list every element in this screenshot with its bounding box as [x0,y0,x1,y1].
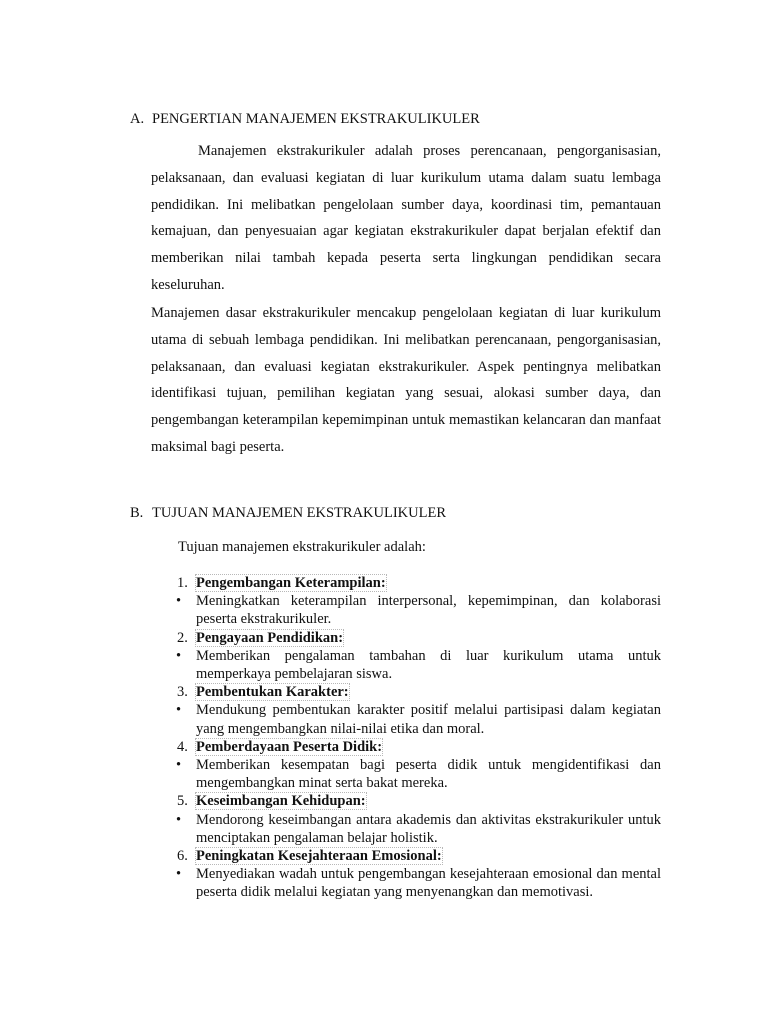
goal-bullet-text: Memberikan kesempatan bagi peserta didik untuk mengidentifikasi dan mengembangkan minat serta bakat mereka. [196,756,661,792]
goals-list [151,574,661,902]
section-a-paragraph-1: Manajemen ekstrakurikuler adalah proses perencanaan, pengorganisasian, pelaksanaan, dan evaluasi kegiatan di luar kurikulum utama dalam suatu lembaga pendidikan. Ini melibatkan pengelolaan sumber daya, koordinasi tim, pemantauan kemajuan, dan penyesuaian agar kegiatan ekstrakurikuler dapat berjalan efektif dan memberikan nilai tambah kepada peserta serta lingkungan pendidikan secara keseluruhan. [151,143,661,293]
section-a-letter: A. [130,111,145,127]
goal-title: Pengembangan Keterampilan: [196,575,386,591]
goal-title: Pemberdayaan Peserta Didik: [196,738,383,755]
bullet-dot-icon: • [176,593,182,610]
goal-bullet [151,865,661,901]
goal-bullet [151,647,661,683]
bullet-dot-icon: • [176,811,182,828]
goal-bullet-text: Memberikan pengalaman tambahan di luar kurikulum utama untuk memperkaya pembelajaran siswa. [196,647,661,682]
goal-item [151,574,661,592]
section-a-paragraph-2: Manajemen dasar ekstrakurikuler mencakup pengelolaan kegiatan di luar kurikulum utama di sebuah lembaga pendidikan. Ini melibatkan perencanaan, pengorganisasian, pelaksanaan, dan evaluasi kegiatan ekstrakurikuler. Aspek pentingnya melibatkan identifikasi tujuan, pemilihan kegiatan yang sesuai, alokasi sumber daya, dan pengembangan keterampilan kepemimpinan untuk memastikan kelancaran dan manfaat maksimal bagi peserta. [151,305,661,455]
goal-title: Peningkatan Kesejahteraan Emosional: [196,847,442,864]
section-b-title: TUJUAN MANAJEMEN EKSTRAKULIKULER [152,505,447,521]
goal-item [151,738,661,756]
bullet-dot-icon: • [176,866,182,883]
goal-item [151,683,661,701]
section-a-heading [130,110,480,128]
goal-number: 1. [177,575,188,591]
goal-title: Keseimbangan Kehidupan: [196,793,366,810]
section-a-title: PENGERTIAN MANAJEMEN EKSTRAKULIKULER [152,111,480,127]
bullet-dot-icon: • [176,647,182,664]
goal-number: 2. [177,629,188,646]
goal-number: 3. [177,684,188,701]
goal-number: 5. [177,793,188,810]
goal-bullet-text: Mendukung pembentukan karakter positif melalui partisipasi dalam kegiatan yang mengembangkan nilai-nilai etika dan moral. [196,702,661,737]
goal-bullet-text: Meningkatkan keterampilan interpersonal, kepemimpinan, dan kolaborasi peserta ekstrakurikuler. [196,593,661,628]
goal-item [151,847,661,865]
bullet-dot-icon: • [176,702,182,719]
goal-title: Pengayaan Pendidikan: [196,629,344,646]
goal-item [151,629,661,647]
goal-number: 4. [177,738,188,755]
goal-bullet [151,592,661,628]
goal-title: Pembentukan Karakter: [196,684,349,701]
goal-bullet-text: Mendorong keseimbangan antara akademis dan aktivitas ekstrakurikuler untuk menciptakan pengalaman belajar holistik. [196,811,661,846]
section-b-intro: Tujuan manajemen ekstrakurikuler adalah: [178,539,426,555]
goal-bullet [151,701,661,737]
goal-bullet [151,811,661,847]
goal-item [151,792,661,810]
goal-bullet [151,756,661,792]
bullet-dot-icon: • [176,756,182,773]
section-b-letter: B. [130,505,144,521]
goal-bullet-text: Menyediakan wadah untuk pengembangan kesejahteraan emosional dan mental peserta didik melalui kegiatan yang menyenangkan dan memotivasi. [196,866,661,901]
section-b-heading [130,504,446,522]
goal-number: 6. [177,847,188,864]
